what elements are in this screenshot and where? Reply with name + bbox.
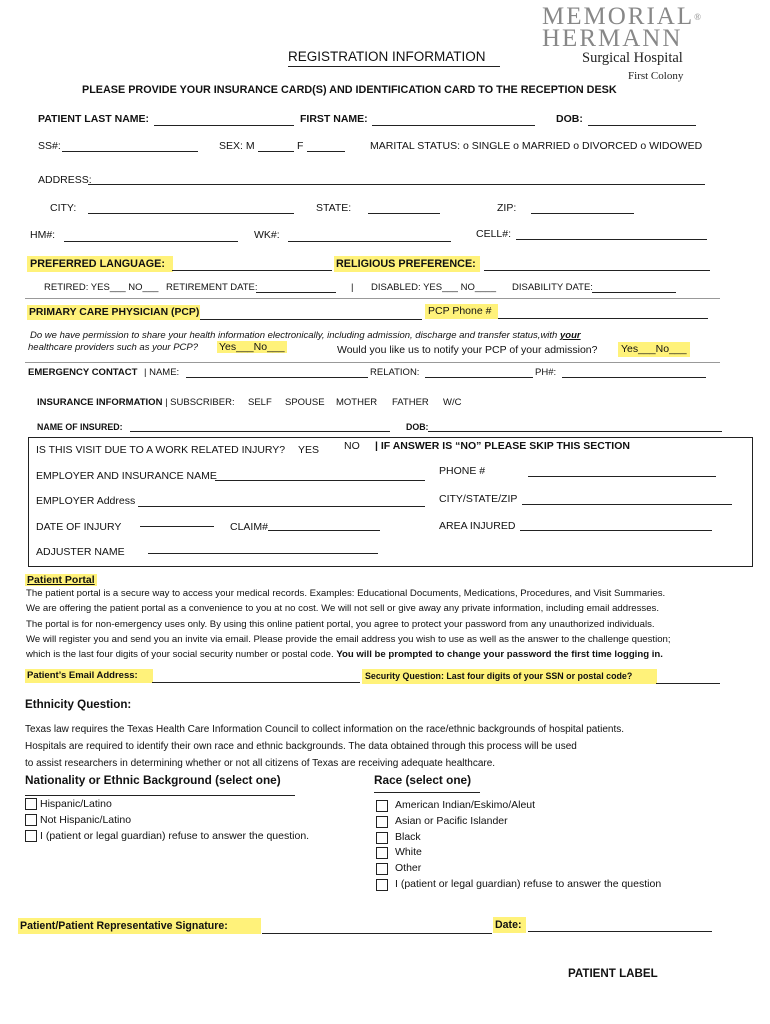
sex-label: SEX: M — [219, 140, 255, 152]
patient-label: PATIENT LABEL — [568, 967, 658, 980]
permission-text: Do we have permission to share your health information electronically, including admission, discharge and transfer status,with your — [30, 330, 581, 341]
race-asian-label: Asian or Pacific Islander — [395, 815, 508, 827]
race-heading: Race (select one) — [374, 773, 472, 787]
subscriber-self[interactable]: SELF — [248, 397, 272, 408]
refuse-nationality-checkbox[interactable] — [25, 830, 37, 842]
insurance-info-label: INSURANCE INFORMATION | SUBSCRIBER: — [37, 397, 235, 408]
work-injury-question: IS THIS VISIT DUE TO A WORK RELATED INJURY? — [36, 444, 286, 456]
separator: | — [351, 282, 354, 293]
page-subtitle: PLEASE PROVIDE YOUR INSURANCE CARD(S) AND IDENTIFICATION CARD TO THE RECEPTION DESK — [82, 84, 617, 96]
pcp-label: PRIMARY CARE PHYSICIAN (PCP) — [29, 307, 200, 318]
subscriber-mother[interactable]: MOTHER — [336, 397, 378, 408]
retired-label[interactable]: RETIRED: YES___ NO___ — [44, 282, 159, 293]
wk-field[interactable] — [288, 241, 451, 242]
date-injury-label: DATE OF INJURY — [36, 521, 122, 533]
sex-f-label: F — [297, 140, 304, 152]
zip-label: ZIP: — [497, 202, 517, 214]
notify-pcp-text: Would you like us to notify your PCP of your admission? — [337, 344, 598, 356]
race-white-label: White — [395, 846, 422, 858]
ph-label: PH#: — [535, 367, 557, 378]
signature-field[interactable] — [262, 933, 492, 934]
first-name-field[interactable] — [372, 125, 535, 126]
claim-field[interactable] — [268, 530, 380, 531]
sex-m-field[interactable] — [258, 151, 294, 152]
disability-date-label: DISABILITY DATE: — [512, 282, 593, 293]
preferred-language-label: PREFERRED LANGUAGE: — [27, 256, 173, 272]
emergency-name-field[interactable] — [186, 377, 368, 378]
not-hispanic-checkbox[interactable] — [25, 814, 37, 826]
city-state-zip-field[interactable] — [522, 504, 732, 505]
disability-date-field[interactable] — [592, 292, 676, 293]
emergency-contact-label: EMERGENCY CONTACT — [28, 367, 138, 378]
ss-label: SS#: — [38, 140, 61, 152]
insured-dob-field[interactable] — [428, 431, 722, 432]
preferred-language-field[interactable] — [172, 270, 332, 271]
portal-paragraph: The patient portal is a secure way to access your medical records. Examples: Educational Documents, Medications, Procedures, and Visit Summaries. We are offering the patient portal as a convenience to you at no cost. We will not sell or give away any private information, including email addresses. The portal is for non-emergency uses only. By using this online patient portal, you agree to protect your password from any unauthorized individuals. We will register you and send you an invite via email. Please provide the email address you wish to use as well as the answer to the challenge question; which is the last four digits of your social security number or postal code. You will be prompted to change your password the first time logging in. — [26, 588, 671, 661]
work-injury-yes[interactable]: YES — [298, 444, 320, 456]
adjuster-name-label: ADJUSTER NAME — [36, 546, 125, 558]
area-injured-field[interactable] — [520, 530, 712, 531]
city-label: CITY: — [50, 202, 77, 214]
race-other-label: Other — [395, 862, 422, 874]
city-state-zip-label: CITY/STATE/ZIP — [439, 493, 518, 505]
name-insured-label: NAME OF INSURED: — [37, 422, 123, 432]
subscriber-father[interactable]: FATHER — [392, 397, 429, 408]
race-refuse-checkbox[interactable] — [376, 879, 388, 891]
hispanic-label: Hispanic/Latino — [40, 798, 112, 810]
page-title: REGISTRATION INFORMATION — [288, 49, 486, 64]
employer-address-field[interactable] — [138, 506, 425, 507]
race-american-indian-checkbox[interactable] — [376, 800, 388, 812]
permission-yes-no[interactable]: Yes___No___ — [219, 341, 285, 353]
subscriber-wc[interactable]: W/C — [443, 397, 462, 408]
date-field[interactable] — [528, 931, 712, 932]
nationality-heading: Nationality or Ethnic Background (select one) — [25, 773, 281, 787]
race-american-indian-label: American Indian/Eskimo/Aleut — [395, 799, 536, 811]
race-white-checkbox[interactable] — [376, 847, 388, 859]
relation-field[interactable] — [425, 377, 533, 378]
notify-yes-no[interactable]: Yes___No___ — [618, 342, 690, 357]
security-question-label: Security Question: Last four digits of your SSN or postal code? — [362, 669, 657, 684]
ss-field[interactable] — [62, 151, 198, 152]
dob-field[interactable] — [588, 125, 696, 126]
first-name-label: FIRST NAME: — [300, 113, 368, 125]
dob-label: DOB: — [556, 113, 583, 125]
zip-field[interactable] — [531, 213, 634, 214]
adjuster-name-field[interactable] — [148, 553, 378, 554]
address-field[interactable] — [88, 184, 705, 185]
email-address-field[interactable] — [152, 682, 360, 683]
race-other-checkbox[interactable] — [376, 863, 388, 875]
relation-label: RELATION: — [370, 367, 420, 378]
state-field[interactable] — [368, 213, 440, 214]
marital-status[interactable]: MARITAL STATUS: o SINGLE o MARRIED o DIVORCED o WIDOWED — [370, 140, 703, 152]
state-label: STATE: — [316, 202, 352, 214]
ethnicity-heading: Ethnicity Question: — [25, 698, 132, 711]
retirement-date-label: RETIREMENT DATE: — [166, 282, 258, 293]
sex-f-field[interactable] — [307, 151, 345, 152]
work-injury-box — [28, 437, 753, 567]
employer-insurance-field[interactable] — [215, 480, 425, 481]
claim-label: CLAIM# — [230, 521, 268, 533]
date-label: Date: — [493, 917, 526, 933]
insured-dob-label: DOB: — [406, 422, 429, 432]
hm-label: HM#: — [30, 229, 56, 241]
logo-first-colony: First Colony — [628, 70, 684, 82]
address-label: ADDRESS: — [38, 174, 92, 186]
race-refuse-label: I (patient or legal guardian) refuse to answer the question — [395, 878, 662, 890]
phone-field[interactable] — [528, 476, 716, 477]
area-injured-label: AREA INJURED — [439, 520, 516, 532]
phone-label: PHONE # — [439, 465, 486, 477]
emergency-name-label: | NAME: — [144, 367, 180, 378]
skip-section-note: | IF ANSWER IS “NO” PLEASE SKIP THIS SECTION — [375, 440, 630, 452]
last-name-label: PATIENT LAST NAME: — [38, 113, 150, 125]
pcp-phone-field[interactable] — [498, 318, 708, 319]
race-black-label: Black — [395, 831, 421, 843]
not-hispanic-label: Not Hispanic/Latino — [40, 814, 132, 826]
religious-preference-field[interactable] — [484, 270, 710, 271]
hm-field[interactable] — [64, 241, 238, 242]
work-injury-no[interactable]: NO — [344, 440, 360, 452]
religious-preference-label: RELIGIOUS PREFERENCE: — [334, 256, 480, 272]
retirement-date-field[interactable] — [256, 292, 336, 293]
logo-memorial: MEMORIAL® — [542, 3, 703, 30]
pcp-field[interactable] — [200, 319, 422, 320]
refuse-nationality-label: I (patient or legal guardian) refuse to answer the question. — [40, 830, 310, 842]
email-address-label: Patient’s Email Address: — [25, 669, 153, 683]
permission-text-2: healthcare providers such as your PCP? — [28, 342, 199, 353]
employer-address-label: EMPLOYER Address — [36, 495, 136, 507]
logo-hermann: HERMANN — [542, 25, 683, 52]
employer-insurance-label: EMPLOYER AND INSURANCE NAME — [36, 470, 217, 482]
subscriber-spouse[interactable]: SPOUSE — [285, 397, 325, 408]
hispanic-checkbox[interactable] — [25, 798, 37, 810]
cell-label: CELL#: — [476, 228, 512, 240]
race-black-checkbox[interactable] — [376, 832, 388, 844]
date-injury-field[interactable] — [140, 526, 214, 527]
wk-label: WK#: — [254, 229, 280, 241]
name-insured-field[interactable] — [130, 431, 390, 432]
city-field[interactable] — [88, 213, 294, 214]
security-question-field[interactable] — [656, 683, 720, 684]
race-asian-checkbox[interactable] — [376, 816, 388, 828]
patient-portal-heading: Patient Portal — [27, 574, 95, 586]
signature-label: Patient/Patient Representative Signature: — [18, 918, 261, 934]
last-name-field[interactable] — [154, 125, 294, 126]
pcp-phone-label: PCP Phone # — [425, 304, 498, 319]
cell-field[interactable] — [516, 239, 707, 240]
logo-surgical-hospital: Surgical Hospital — [582, 50, 683, 66]
ph-field[interactable] — [562, 377, 706, 378]
ethnicity-paragraph: Texas law requires the Texas Health Care Information Council to collect information on the race/ethnic backgrounds of hospital patients. Hospitals are required to identify their own race and ethnic backgrounds. The data obtained through this process will be used to assist researchers in determining whether or not all citizens of Texas are receiving adequate healthcare. — [25, 724, 625, 769]
disabled-label[interactable]: DISABLED: YES___ NO____ — [371, 282, 496, 293]
